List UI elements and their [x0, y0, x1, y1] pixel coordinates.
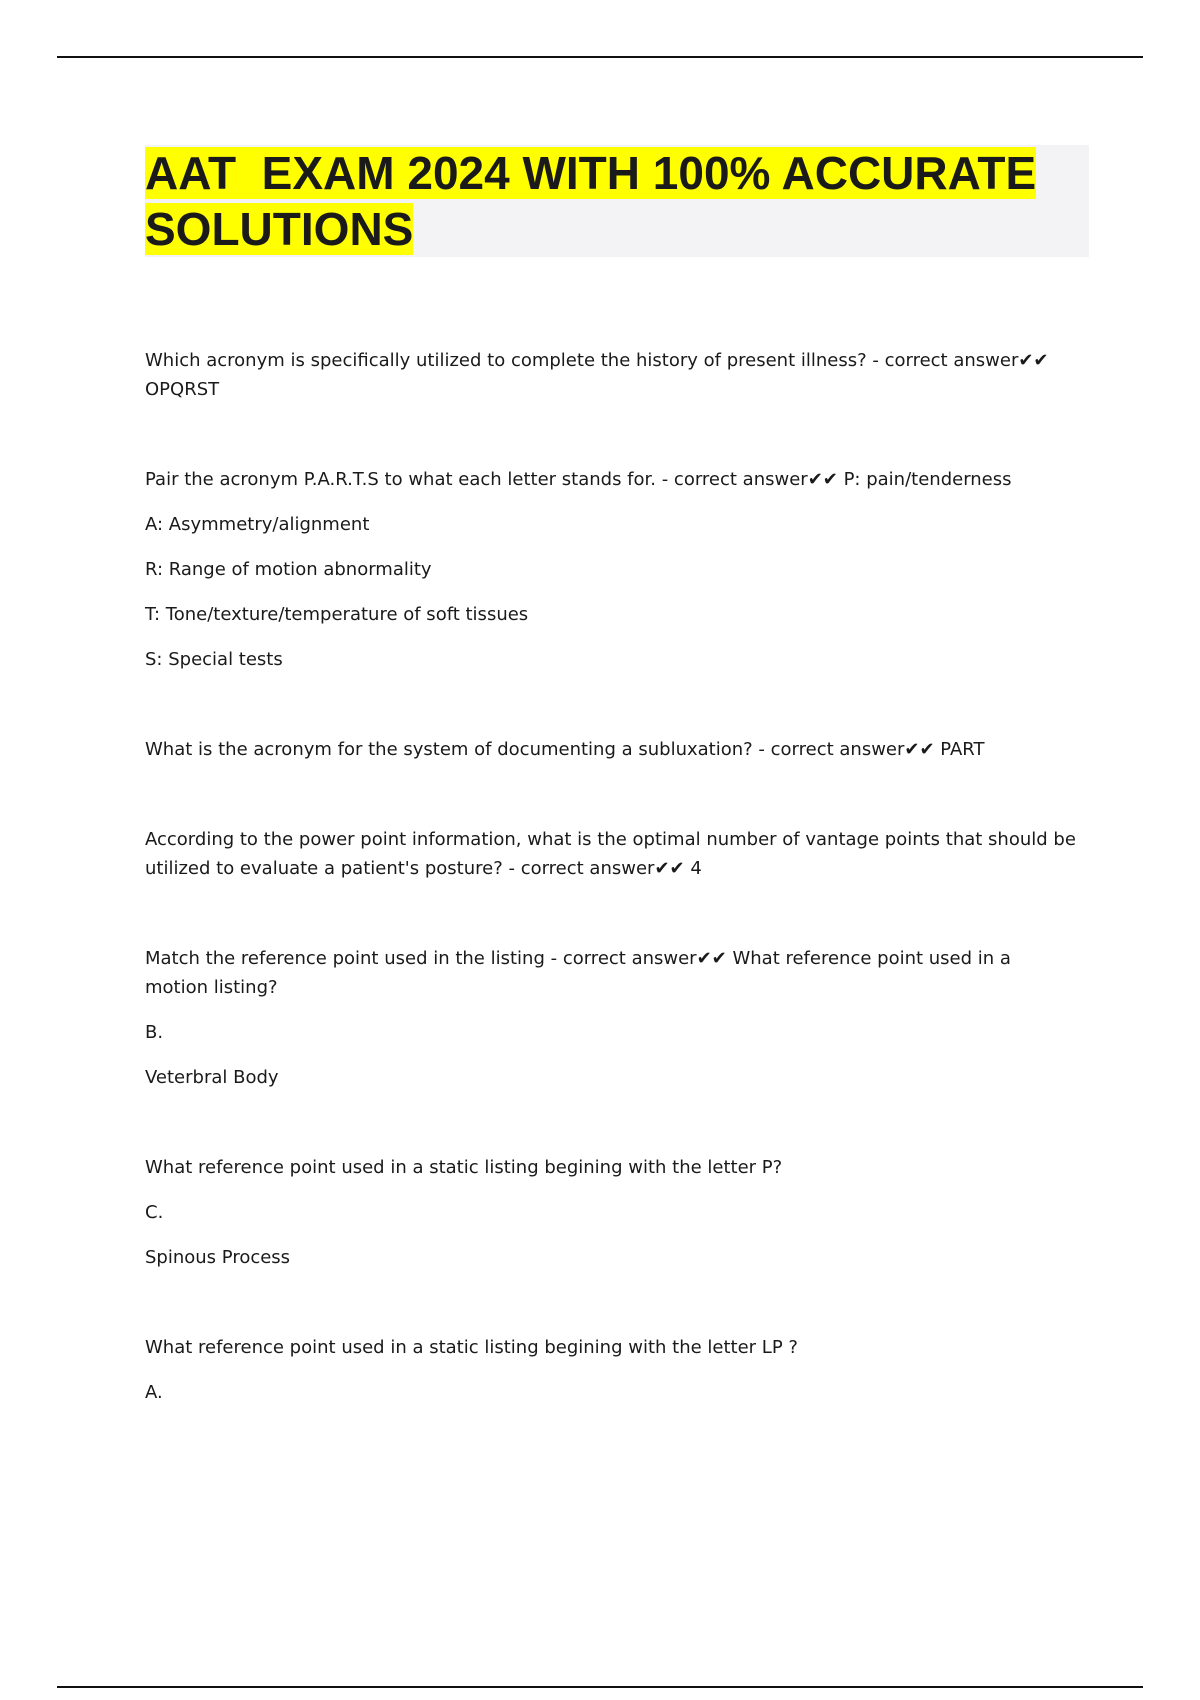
question-paragraph [145, 825, 1085, 883]
answer-line: C. [145, 1202, 164, 1223]
document-body [145, 346, 1085, 1407]
answer-line: Spinous Process [145, 1247, 291, 1268]
paragraph-line: motion listing? [145, 977, 278, 998]
answer-line: A. [145, 1382, 163, 1403]
bottom-rule [57, 1686, 1143, 1688]
answer-line: B. [145, 1022, 164, 1043]
paragraph-line: Which acronym is specifically utilized to complete the history of present illness? - correct answer✔✔ [145, 350, 1049, 371]
title-line-2: SOLUTIONS [145, 203, 414, 255]
top-rule [57, 56, 1143, 58]
title-block [145, 145, 1089, 257]
question-paragraph [145, 465, 1085, 494]
question-paragraph [145, 346, 1085, 404]
document-title [145, 145, 1089, 257]
answer-line: R: Range of motion abnormality [145, 559, 432, 580]
question-paragraph [145, 944, 1085, 1002]
paragraph-line: Pair the acronym P.A.R.T.S to what each letter stands for. - correct answer✔✔ P: pain/tenderness [145, 469, 1012, 490]
paragraph-line: OPQRST [145, 379, 220, 400]
question-paragraph: What reference point used in a static listing begining with the letter P? [145, 1157, 783, 1178]
question-paragraph: What reference point used in a static listing begining with the letter LP ? [145, 1337, 798, 1358]
answer-line: A: Asymmetry/alignment [145, 514, 370, 535]
question-paragraph: What is the acronym for the system of documenting a subluxation? - correct answer✔✔ PART [145, 739, 985, 760]
paragraph-line: Match the reference point used in the listing - correct answer✔✔ What reference point used in a [145, 948, 1011, 969]
paragraph-line: utilized to evaluate a patient's posture? - correct answer✔✔ 4 [145, 858, 702, 879]
paragraph-line: According to the power point information, what is the optimal number of vantage points that should be [145, 829, 1076, 850]
answer-line: Veterbral Body [145, 1067, 279, 1088]
title-line-1: AAT EXAM 2024 WITH 100% ACCURATE [145, 147, 1037, 199]
answer-line: S: Special tests [145, 649, 283, 670]
answer-line: T: Tone/texture/temperature of soft tissues [145, 604, 529, 625]
